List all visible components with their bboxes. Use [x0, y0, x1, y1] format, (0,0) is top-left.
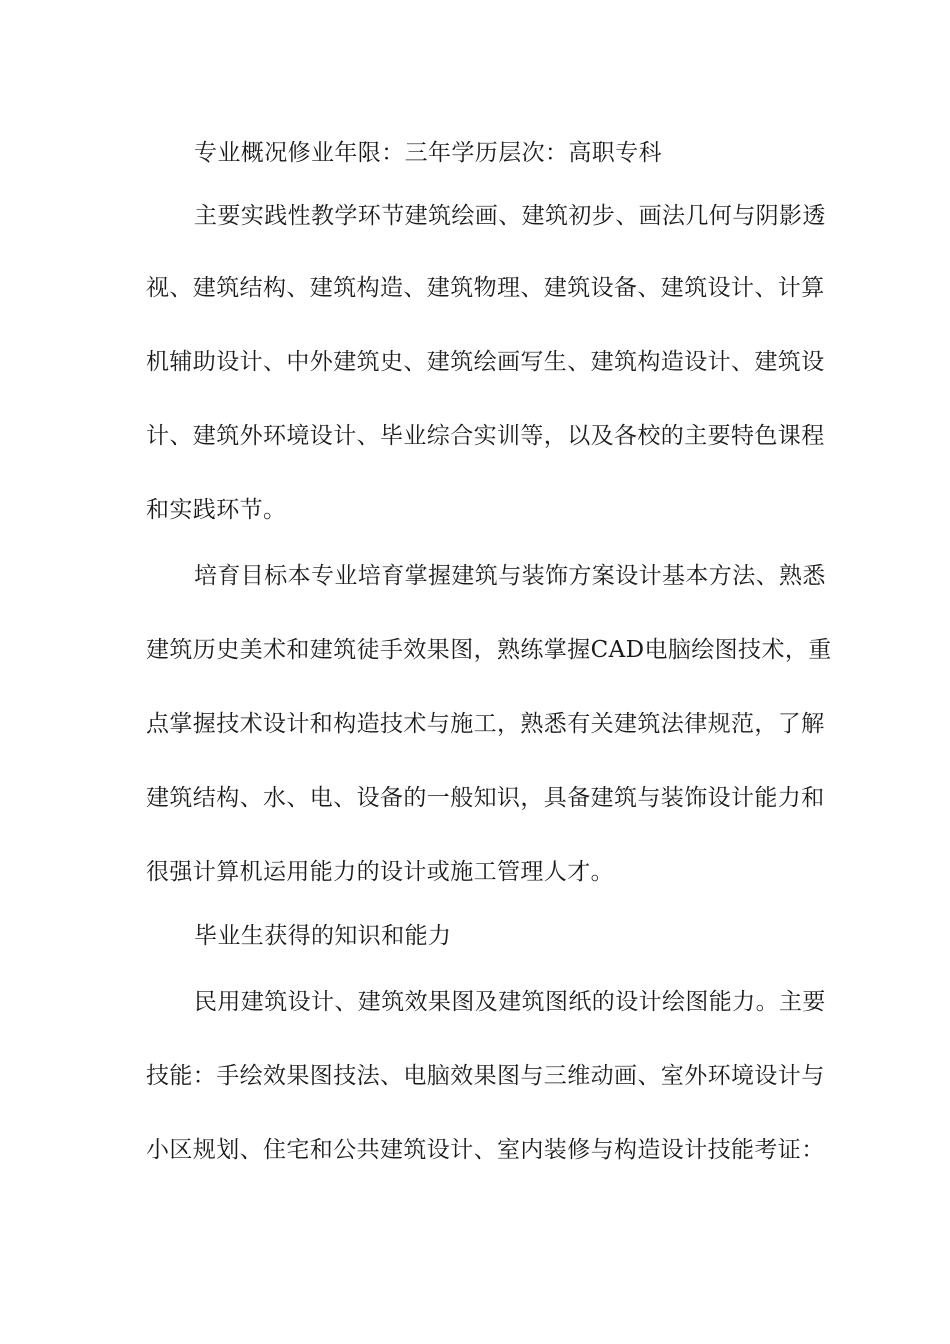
- paragraph-goal-line-3: 点掌握技术设计和构造技术与施工，熟悉有关建筑法律规范，了解: [146, 711, 825, 737]
- paragraph-goal-line-5: 很强计算机运用能力的设计或施工管理人才。: [146, 859, 614, 885]
- paragraph-practice-line-2: 视、建筑结构、建筑构造、建筑物理、建筑设备、建筑设计、计算: [146, 275, 825, 301]
- paragraph-practice-line-1: 主要实践性教学环节建筑绘画、建筑初步、画法几何与阴影透: [194, 203, 826, 229]
- paragraph-skills-line-2: 技能：手绘效果图技法、电脑效果图与三维动画、室外环境设计与: [146, 1063, 825, 1089]
- paragraph-goal-line-2: 建筑历史美术和建筑徒手效果图，熟练掌握CAD电脑绘图技术，重: [146, 637, 832, 663]
- paragraph-skills-line-1: 民用建筑设计、建筑效果图及建筑图纸的设计绘图能力。主要: [194, 989, 826, 1015]
- section-heading-knowledge: 毕业生获得的知识和能力: [194, 923, 452, 949]
- paragraph-goal-line-1: 培育目标本专业培育掌握建筑与装饰方案设计基本方法、熟悉: [194, 563, 826, 589]
- paragraph-practice-line-4: 计、建筑外环境设计、毕业综合实训等，以及各校的主要特色课程: [146, 423, 825, 449]
- paragraph-overview: 专业概况修业年限：三年学历层次：高职专科: [194, 140, 662, 166]
- paragraph-practice-line-3: 机辅助设计、中外建筑史、建筑绘画写生、建筑构造设计、建筑设: [146, 349, 825, 375]
- paragraph-practice-line-5: 和实践环节。: [146, 497, 287, 523]
- paragraph-goal-line-4: 建筑结构、水、电、设备的一般知识，具备建筑与装饰设计能力和: [146, 785, 825, 811]
- paragraph-skills-line-3: 小区规划、住宅和公共建筑设计、室内装修与构造设计技能考证：: [146, 1137, 825, 1163]
